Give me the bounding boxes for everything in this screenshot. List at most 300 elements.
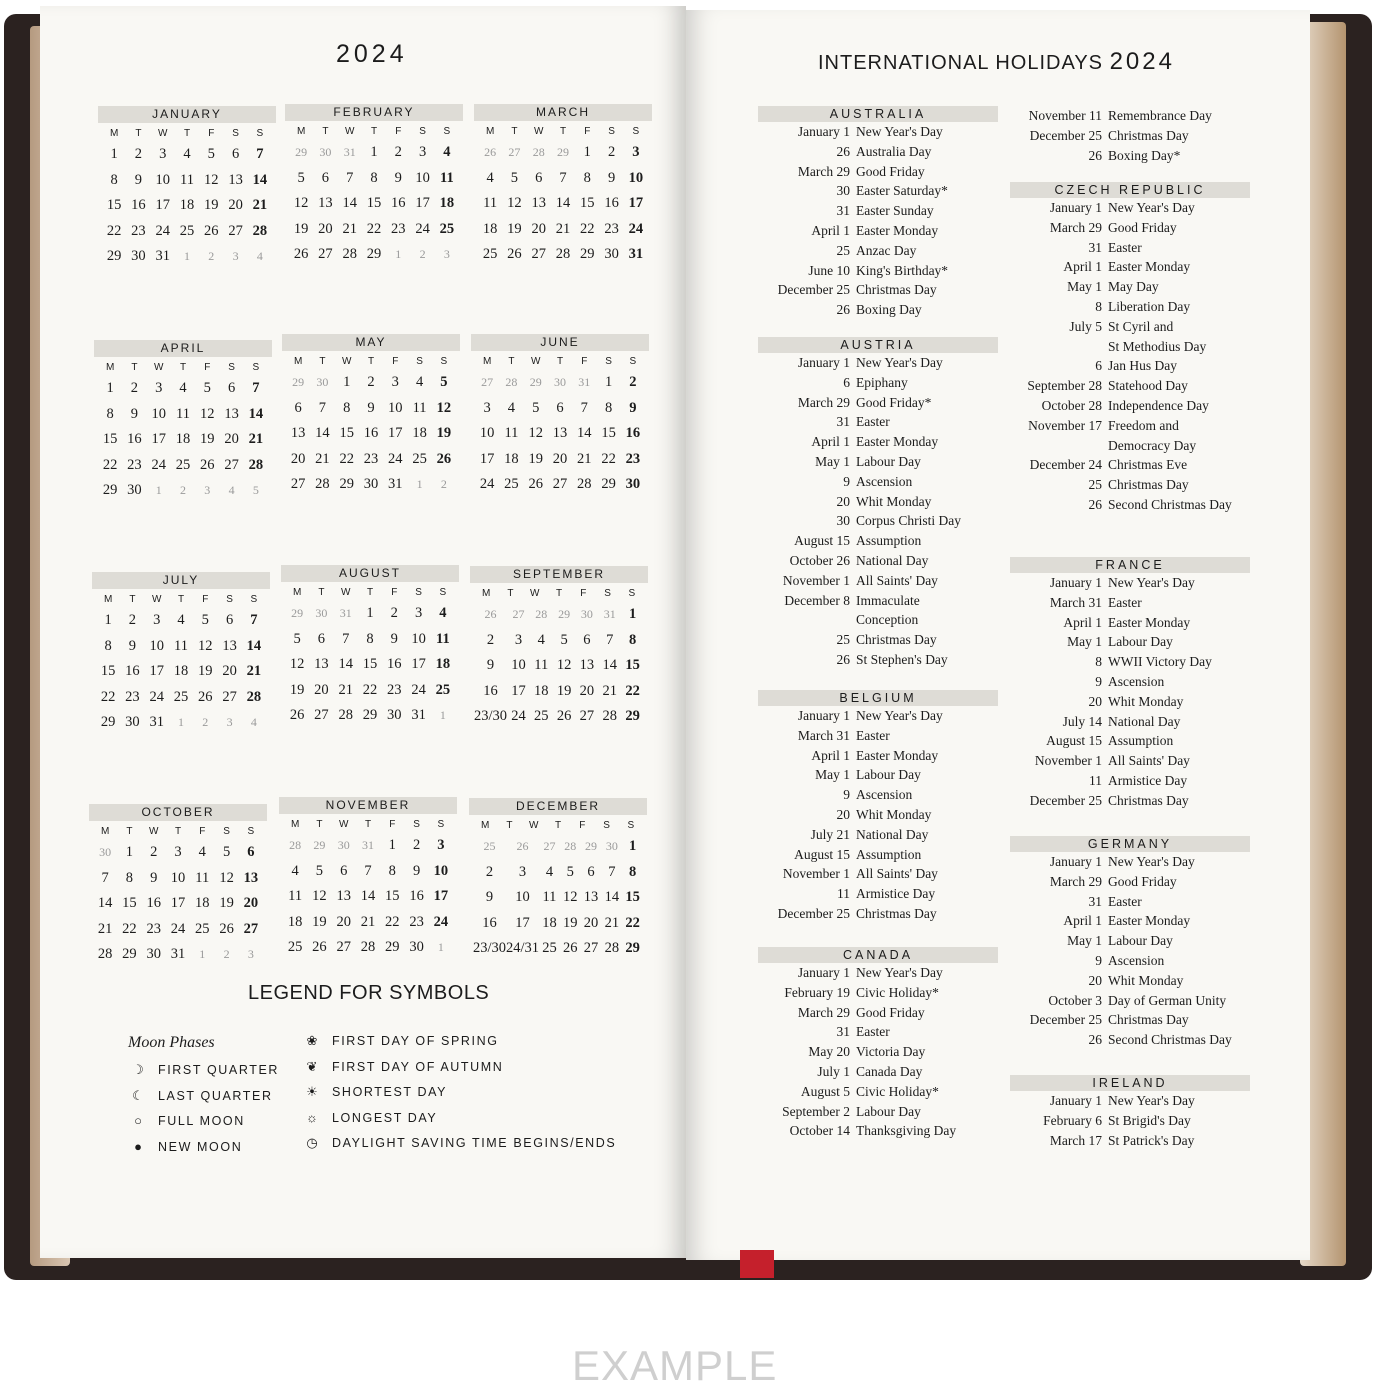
weekday-label: F (581, 356, 588, 367)
holiday-row (1010, 632, 1250, 652)
day-cell: 20 (318, 220, 333, 237)
day-cell: 2 (367, 374, 375, 390)
holiday-name: National Day (856, 826, 929, 842)
day-cell: 23 (146, 920, 161, 937)
day-cell: 9 (412, 862, 421, 879)
day-cell: 28 (535, 607, 548, 621)
holiday-row (1010, 198, 1250, 218)
day-cell: 29 (556, 145, 569, 159)
weekday-label: T (179, 362, 187, 373)
day-cell: 23 (125, 688, 140, 705)
holiday-row (758, 300, 998, 320)
day-cell: 26 (516, 839, 529, 853)
day-cell: 2 (440, 477, 447, 491)
day-cell: 6 (231, 146, 240, 162)
holiday-name: Christmas Day (1108, 1012, 1189, 1028)
holiday-date: December 25 (1029, 1012, 1102, 1028)
holiday-date: September 2 (782, 1103, 850, 1119)
day-cell: 5 (222, 844, 231, 860)
weekday-label: W (157, 128, 168, 139)
weekday-label: S (437, 819, 445, 830)
day-cell: 8 (343, 399, 351, 416)
day-cell: 27 (318, 246, 333, 262)
day-cell: 30 (409, 939, 424, 955)
day-cell: 23 (127, 456, 142, 473)
example-watermark: EXAMPLE (572, 1342, 778, 1389)
day-cell: 12 (556, 657, 572, 673)
holiday-date: May 1 (1067, 933, 1102, 949)
day-cell: 12 (219, 869, 234, 886)
holiday-row (758, 201, 998, 221)
day-cell: 11 (534, 657, 549, 673)
holiday-name: National Day (1108, 713, 1181, 729)
day-cell: 26 (198, 688, 213, 705)
holiday-date: January 1 (1049, 854, 1102, 869)
day-cell: 29 (292, 375, 305, 389)
holiday-row (1010, 146, 1250, 166)
day-cell: 24 (155, 222, 170, 239)
day-cell: 27 (290, 476, 306, 492)
holiday-row (758, 412, 998, 432)
day-cell: 7 (346, 169, 354, 186)
bookmark-ribbon[interactable] (740, 1250, 774, 1278)
holiday-row (1010, 1010, 1250, 1030)
holiday-date: January 1 (797, 124, 850, 139)
day-cell: 23 (387, 681, 402, 698)
day-cell: 26 (484, 145, 497, 159)
holiday-date (1010, 436, 1108, 456)
holiday-date: October 26 (789, 552, 850, 568)
holiday-name: Democracy Day (1108, 437, 1197, 453)
day-cell: 5 (566, 863, 574, 880)
day-cell: 29 (580, 246, 595, 262)
weekday-label: M (100, 826, 110, 837)
holiday-row (1010, 455, 1250, 475)
legend-symbol-item (302, 1059, 503, 1075)
day-cell: 1 (183, 249, 190, 263)
day-cell: 24 (149, 688, 164, 705)
day-cell: 24 (411, 681, 426, 698)
day-cell: 25 (175, 456, 191, 473)
day-cell: 28 (532, 145, 545, 159)
day-cell: 17 (511, 682, 526, 699)
day-cell: 27 (224, 456, 239, 473)
weekday-label: M (293, 356, 303, 367)
day-cell: 30 (127, 482, 142, 498)
day-cell: 13 (531, 195, 546, 211)
holiday-name: King's Birthday* (856, 262, 949, 278)
holiday-section (758, 690, 998, 924)
holiday-date: 9 (1095, 952, 1102, 968)
day-cell: 11 (412, 399, 427, 416)
day-cell: 27 (222, 688, 237, 705)
day-cell: 6 (294, 399, 302, 416)
holiday-row (1010, 337, 1250, 357)
day-cell: 4 (439, 605, 447, 621)
day-cell: 7 (318, 399, 327, 416)
day-cell: 1 (395, 247, 402, 261)
day-cell: 17 (415, 195, 430, 211)
holiday-date: 26 (836, 302, 850, 318)
day-cell: 7 (252, 380, 260, 396)
day-cell: 3 (247, 947, 254, 961)
day-cell: 31 (361, 838, 374, 852)
holiday-date: July 1 (817, 1063, 850, 1079)
day-cell: 12 (200, 405, 215, 422)
day-cell: 30 (319, 145, 332, 159)
day-cell: 19 (507, 220, 522, 237)
weekday-header (282, 356, 460, 367)
holiday-name: Christmas Day (856, 632, 937, 648)
day-cell: 21 (602, 682, 617, 699)
day-cell: 14 (315, 425, 330, 441)
day-cell: 9 (128, 637, 137, 654)
weekday-label: T (322, 126, 329, 137)
day-grid (94, 376, 272, 504)
day-cell: 16 (131, 197, 146, 213)
holiday-name: Good Friday (856, 163, 925, 179)
day-cell: 8 (583, 169, 591, 186)
day-cell: 6 (225, 612, 234, 628)
holiday-row (758, 805, 998, 825)
holiday-date: December 25 (1029, 127, 1102, 143)
day-cell: 13 (222, 637, 237, 654)
holiday-date: March 29 (797, 1004, 850, 1020)
day-cell: 10 (515, 889, 530, 905)
weekday-label: F (202, 594, 209, 605)
country-name: GERMANY (1010, 836, 1250, 852)
day-cell: 27 (508, 145, 521, 159)
legend-label: LONGEST DAY (332, 1110, 438, 1125)
day-cell: 4 (507, 399, 516, 416)
day-cell: 30 (363, 476, 379, 492)
month-name: SEPTEMBER (470, 566, 648, 583)
holiday-date: November 1 (1034, 753, 1102, 769)
day-cell: 5 (297, 169, 305, 186)
day-cell: 3 (232, 249, 239, 263)
day-cell: 5 (201, 612, 209, 628)
country-name: AUSTRIA (758, 337, 998, 353)
day-cell: 21 (252, 197, 268, 213)
day-cell: 12 (562, 889, 578, 905)
holiday-date: January 1 (797, 965, 850, 980)
day-cell: 1 (370, 144, 378, 160)
day-cell: 5 (440, 374, 448, 390)
holiday-row (758, 1121, 998, 1141)
legend-moon-item (128, 1113, 245, 1128)
day-cell: 26 (562, 940, 578, 956)
holiday-row (758, 261, 998, 281)
day-cell: 28 (602, 708, 617, 724)
weekday-label: W (340, 587, 351, 598)
day-cell: 29 (102, 482, 118, 498)
day-cell: 20 (314, 681, 329, 698)
day-cell: 18 (542, 914, 557, 931)
day-cell: 2 (485, 863, 494, 880)
holiday-row (758, 1022, 998, 1042)
month-january (98, 106, 276, 270)
holiday-date: 8 (1095, 654, 1102, 670)
day-cell: 27 (543, 839, 556, 853)
day-cell: 8 (106, 405, 114, 422)
day-cell: 7 (559, 169, 567, 186)
holiday-date: March 29 (1049, 219, 1102, 235)
day-cell: 15 (625, 657, 640, 673)
day-cell: 4 (228, 483, 235, 497)
holiday-row (758, 765, 998, 785)
holiday-name: Easter (856, 1024, 890, 1040)
holiday-name: Remembrance Day (1108, 108, 1212, 123)
day-cell: 22 (100, 688, 116, 705)
holiday-date: 31 (836, 203, 850, 219)
day-cell: 10 (415, 169, 430, 186)
holiday-name: Easter Saturday* (856, 183, 948, 199)
day-cell: 18 (287, 913, 303, 930)
day-cell: 11 (440, 169, 454, 186)
day-cell: 31 (603, 607, 616, 621)
holiday-name: Assumption (1108, 733, 1174, 749)
day-grid (470, 602, 648, 730)
holiday-row (758, 452, 998, 472)
holiday-date: March 31 (1049, 594, 1102, 610)
day-cell: 3 (632, 144, 640, 160)
day-cell: 31 (388, 476, 403, 492)
day-cell: 4 (183, 146, 191, 162)
day-cell: 8 (110, 171, 118, 188)
holiday-row (758, 571, 998, 591)
day-cell: 15 (366, 195, 382, 211)
weekday-label: S (247, 826, 255, 837)
weekday-header (470, 588, 648, 599)
holiday-name: Good Friday (1108, 873, 1177, 889)
holiday-row (1010, 475, 1250, 495)
day-cell: 13 (583, 889, 599, 905)
day-cell: 20 (552, 450, 568, 467)
day-cell: 6 (535, 169, 543, 186)
day-cell: 10 (628, 169, 644, 186)
month-may (282, 334, 460, 498)
holiday-row (758, 726, 998, 746)
day-cell: 21 (604, 914, 620, 931)
day-cell: 12 (293, 195, 309, 211)
weekday-label: T (126, 826, 133, 837)
legend-moon-item (128, 1062, 279, 1078)
legend-symbol-icon: ❀ (306, 1033, 318, 1048)
holiday-row (758, 221, 998, 241)
day-cell: 17 (388, 425, 403, 441)
holiday-row (758, 393, 998, 413)
weekday-label: S (603, 820, 610, 831)
month-august (281, 565, 459, 729)
holiday-name: Easter Monday (856, 434, 939, 450)
holiday-name: Liberation Day (1108, 298, 1191, 314)
weekday-label: S (415, 587, 422, 598)
moon-phase-icon: ○ (134, 1113, 142, 1128)
holiday-row (758, 122, 998, 142)
day-cell: 31 (170, 946, 186, 962)
day-cell: 30 (337, 838, 350, 852)
weekday-label: S (605, 356, 612, 367)
day-cell: 5 (207, 146, 215, 162)
day-cell: 29 (295, 145, 308, 159)
legend-label: FIRST QUARTER (158, 1063, 280, 1077)
day-cell: 17 (515, 914, 530, 931)
holiday-name: Armistice Day (1108, 772, 1188, 788)
moon-phase-icon: ☽ (132, 1062, 144, 1077)
day-cell: 11 (180, 171, 194, 188)
day-cell: 17 (151, 431, 166, 447)
holiday-row (1010, 892, 1250, 912)
holiday-name: Ascension (856, 787, 913, 803)
day-cell: 1 (416, 477, 423, 491)
day-cell: 27 (579, 708, 595, 724)
month-june (471, 334, 649, 498)
day-cell: 26 (507, 246, 522, 262)
holiday-name: Easter Monday (1108, 913, 1191, 929)
day-cell: 1 (366, 605, 374, 621)
day-cell: 2 (412, 837, 421, 853)
day-cell: 18 (439, 195, 455, 211)
day-grid (281, 601, 459, 729)
day-cell: 19 (204, 197, 219, 213)
day-cell: 28 (248, 456, 264, 473)
day-cell: 30 (605, 839, 618, 853)
holiday-row (1010, 106, 1250, 126)
day-cell: 8 (628, 631, 637, 648)
day-cell: 30 (315, 606, 328, 620)
day-cell: 10 (170, 869, 186, 886)
day-cell: 29 (601, 476, 616, 492)
day-cell: 28 (315, 476, 330, 492)
day-cell: 14 (602, 657, 617, 673)
day-cell: 18 (435, 656, 451, 672)
holiday-name: Good Friday* (856, 394, 932, 410)
day-cell: 3 (159, 146, 167, 162)
holiday-name: Anzac Day (856, 242, 917, 258)
holiday-date: March 29 (797, 394, 850, 410)
day-cell: 8 (370, 169, 378, 186)
day-cell: 8 (388, 862, 396, 879)
month-name: MAY (282, 334, 460, 351)
holiday-row (1010, 791, 1250, 811)
holiday-date: 31 (836, 414, 850, 430)
holiday-row (758, 280, 998, 300)
legend-moon-item (128, 1139, 242, 1154)
day-cell: 12 (436, 399, 452, 416)
day-cell: 11 (176, 405, 190, 422)
holiday-row (758, 650, 998, 670)
day-cell: 29 (339, 476, 354, 492)
holiday-date: September 28 (1027, 378, 1102, 394)
day-cell: 11 (504, 425, 519, 441)
day-cell: 9 (150, 869, 158, 886)
day-cell: 3 (153, 612, 161, 628)
holiday-name: New Year's Day (1108, 1093, 1195, 1108)
day-cell: 28 (505, 375, 518, 389)
holiday-date: 20 (1088, 972, 1102, 988)
holiday-name: St Patrick's Day (1108, 1132, 1195, 1148)
calendar-year-title: 2024 (336, 40, 408, 68)
day-cell: 26 (200, 456, 215, 473)
month-name: APRIL (94, 340, 272, 357)
day-cell: 2 (607, 144, 616, 160)
holiday-name: Civic Holiday* (856, 1083, 939, 1099)
holiday-row (758, 353, 998, 373)
day-cell: 17 (628, 195, 644, 211)
day-cell: 22 (366, 220, 382, 237)
legend-moon-item (128, 1088, 273, 1104)
weekday-header (94, 362, 272, 373)
day-grid (285, 140, 463, 268)
day-cell: 4 (537, 631, 545, 648)
day-cell: 6 (321, 169, 330, 186)
holiday-date: 26 (836, 143, 850, 159)
day-cell: 25 (435, 681, 451, 698)
day-cell: 15 (385, 888, 400, 904)
holiday-date: February 6 (1043, 1112, 1102, 1128)
weekday-label: T (183, 128, 191, 139)
day-cell: 16 (125, 663, 140, 679)
holiday-row (758, 1042, 998, 1062)
holiday-section (1010, 557, 1250, 811)
weekday-header (89, 826, 267, 837)
legend-symbol-icon: ◷ (306, 1135, 318, 1150)
month-december (469, 798, 647, 962)
weekday-label: M (485, 126, 495, 137)
holiday-date: April 1 (1063, 614, 1102, 630)
day-cell: 10 (388, 399, 403, 416)
holiday-date: December 25 (777, 905, 850, 921)
holiday-date: December 24 (1029, 457, 1102, 473)
day-cell: 25 (179, 222, 195, 239)
day-cell: 10 (151, 405, 166, 422)
weekday-label: T (506, 820, 513, 831)
day-cell: 21 (248, 431, 264, 447)
day-cell: 19 (200, 431, 215, 447)
day-cell: 28 (342, 246, 357, 262)
holiday-row (758, 746, 998, 766)
day-cell: 1 (110, 146, 118, 162)
weekday-label: T (554, 820, 562, 831)
holiday-date: February 19 (784, 984, 850, 1000)
holiday-row (1010, 376, 1250, 396)
holiday-name: All Saints' Day (1108, 753, 1190, 769)
holiday-name: New Year's Day (1108, 575, 1195, 590)
holiday-name: Christmas Day (1108, 127, 1189, 143)
holiday-row (1010, 1091, 1250, 1111)
country-name: CZECH REPUBLIC (1010, 182, 1250, 198)
holiday-row (758, 825, 998, 845)
weekday-label: M (109, 128, 119, 139)
day-cell: 4 (198, 844, 206, 860)
day-cell: 24/31 (506, 940, 540, 956)
holiday-row (758, 845, 998, 865)
day-cell: 9 (485, 889, 494, 905)
holiday-row (1010, 971, 1250, 991)
day-cell: 13 (552, 425, 568, 441)
day-cell: 1 (199, 947, 206, 961)
day-cell: 25 (412, 450, 427, 467)
day-cell: 22 (106, 222, 122, 239)
day-cell: 17 (411, 656, 426, 672)
holiday-date: July 5 (1069, 318, 1102, 334)
day-cell: 15 (102, 431, 118, 447)
month-name: MARCH (474, 104, 652, 121)
weekday-label: M (481, 588, 491, 599)
day-cell: 5 (293, 630, 301, 647)
holidays-title-year: 2024 (1109, 48, 1175, 75)
day-cell: 1 (628, 606, 637, 622)
